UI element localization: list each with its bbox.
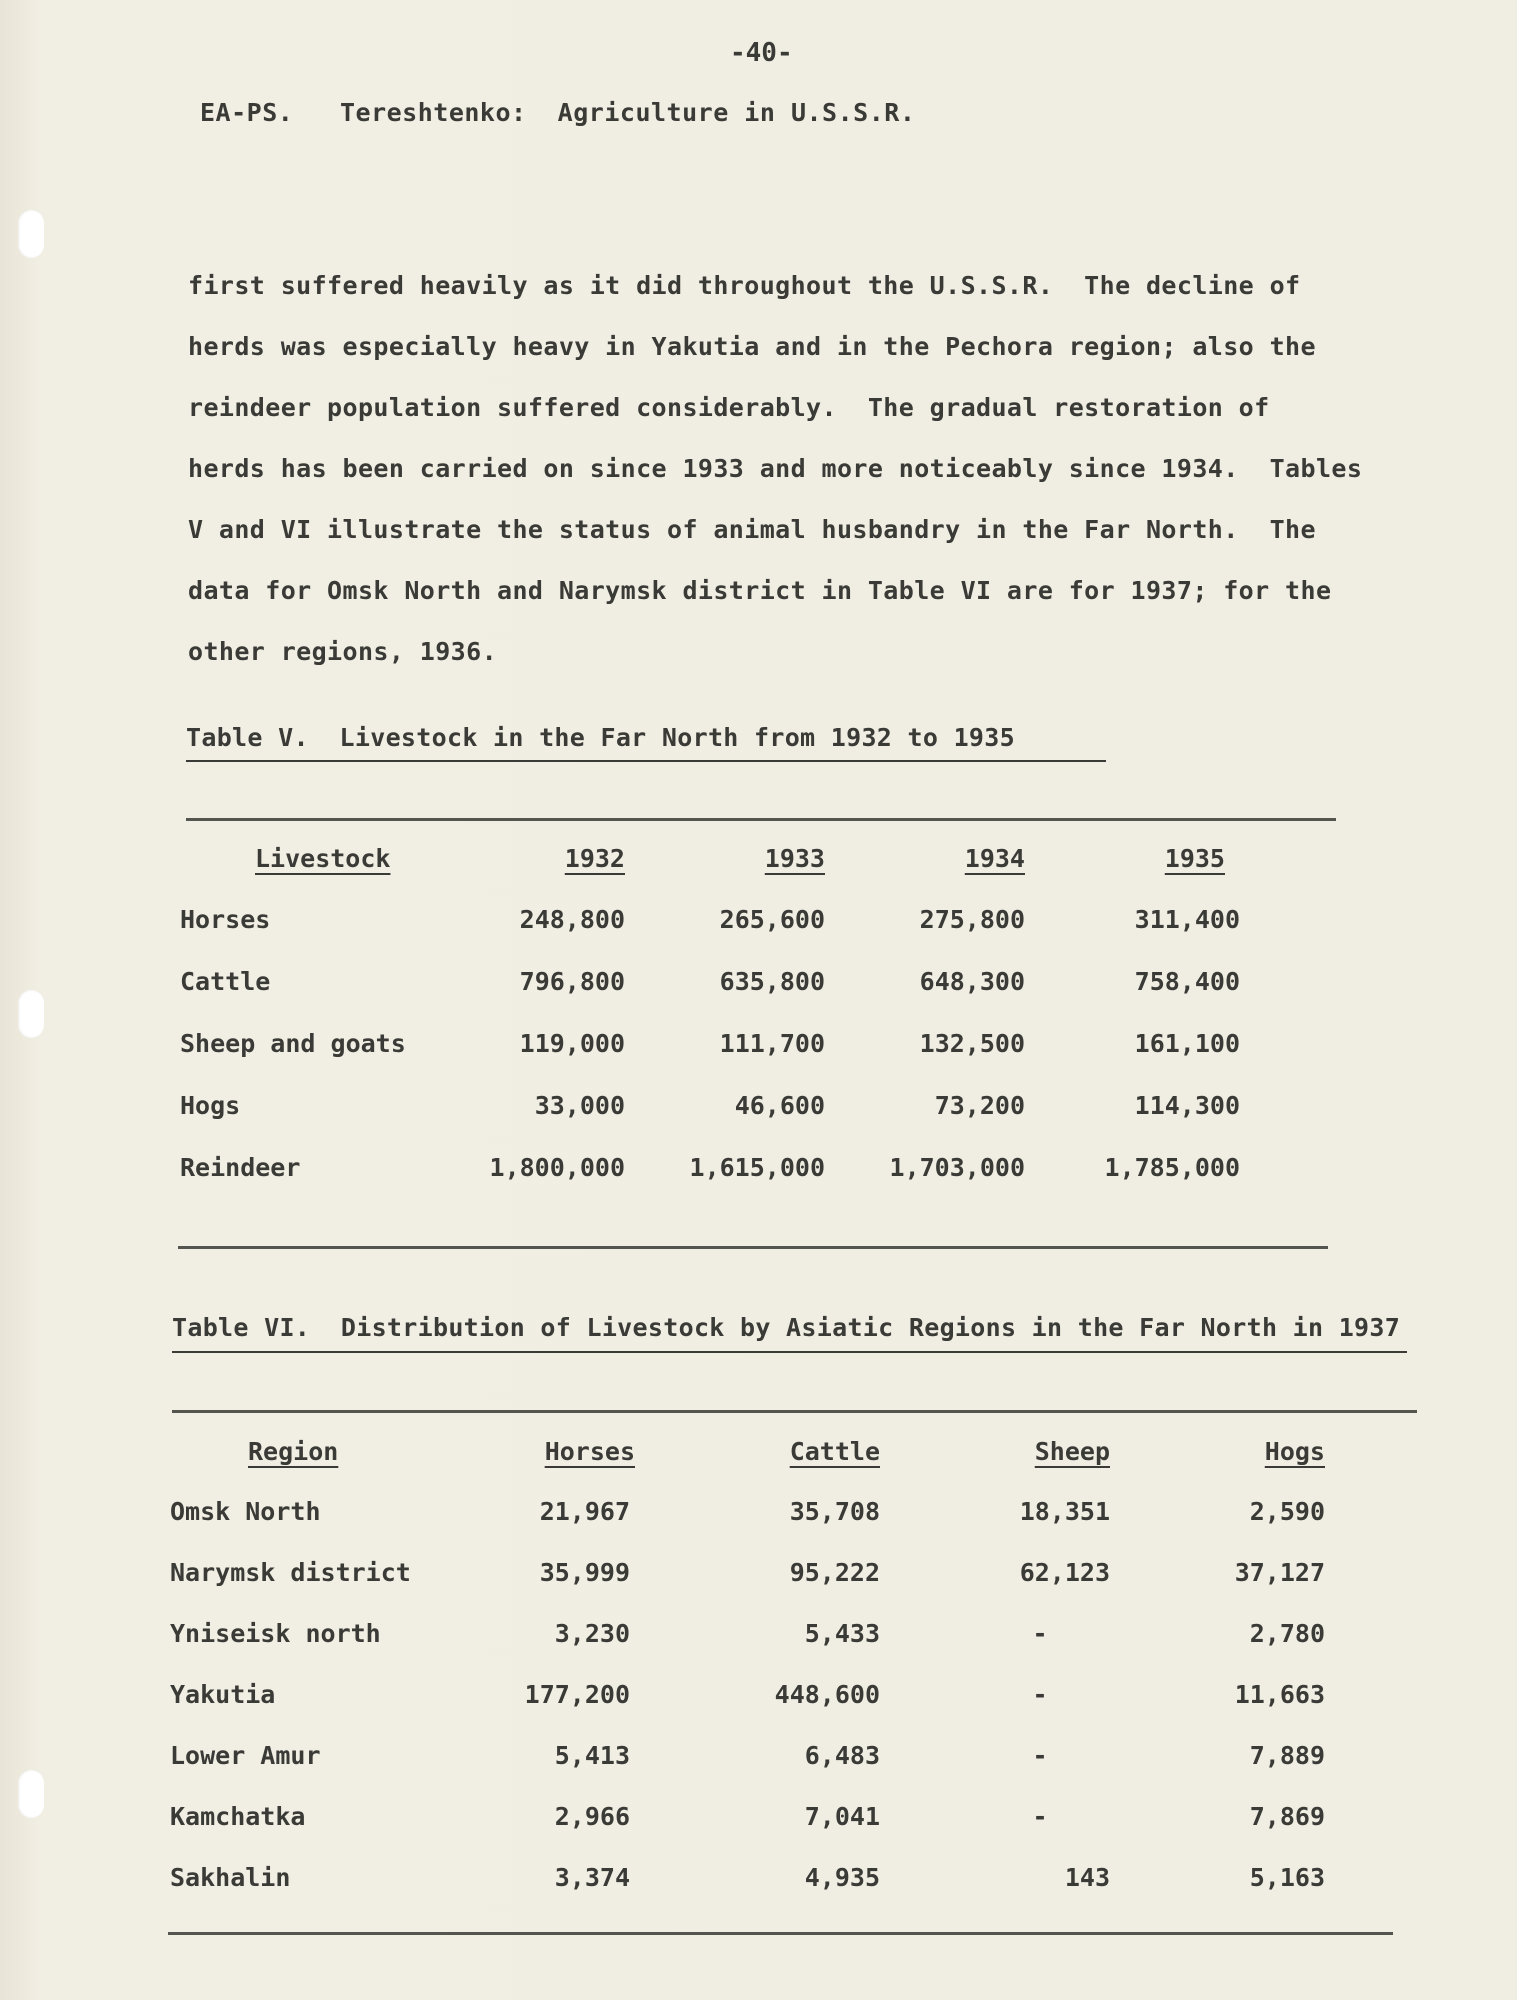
table5-cell: 758,400 [1134,967,1240,996]
body-line: herds was especially heavy in Yakutia and in the Pechora region; also the [188,332,1316,361]
table6-cell: 6,483 [804,1741,880,1770]
punch-hole [18,990,44,1038]
table5-cell: 33,000 [534,1091,625,1120]
body-line: data for Omsk North and Narymsk district in Table VI are for 1937; for the [188,576,1332,605]
table6-cell: 11,663 [1234,1680,1325,1709]
table6-cell: 177,200 [524,1680,630,1709]
table6-cell: 7,041 [804,1802,880,1831]
table6-column-header: Sheep [1034,1437,1110,1466]
table5-row-label: Hogs [180,1091,241,1120]
header-code: EA-PS. [200,98,294,127]
table6-cell: 7,869 [1249,1802,1325,1831]
table6-cell: 21,967 [539,1497,630,1526]
table6-cell: 95,222 [789,1558,880,1587]
table6-row-label: Yakutia [170,1680,276,1709]
table5-cell: 111,700 [719,1029,825,1058]
table5-row-label: Horses [180,905,271,934]
table6-row-label: Yniseisk north [170,1619,381,1648]
table6-cell: - [1032,1619,1048,1648]
table6-cell: 7,889 [1249,1741,1325,1770]
header-title: Tereshtenko: Agriculture in U.S.S.R. [339,98,916,127]
table5-cell: 648,300 [919,967,1025,996]
body-line: other regions, 1936. [188,637,498,666]
page-number: -40- [730,38,793,68]
table5-cell: 46,600 [734,1091,825,1120]
body-line: reindeer population suffered considerably. The gradual restoration of [188,393,1270,422]
table6-caption-underline [172,1351,1407,1353]
table6-column-header: Horses [544,1437,635,1466]
table6-row-label: Lower Amur [170,1741,321,1770]
table5-top-rule [186,818,1336,821]
table6-cell: 35,999 [539,1558,630,1587]
table6-column-header: Region [248,1437,339,1466]
table6-cell: 4,935 [804,1863,880,1892]
body-line: first suffered heavily as it did throughout the U.S.S.R. The decline of [188,271,1301,300]
table5-cell: 635,800 [719,967,825,996]
table5-cell: 73,200 [934,1091,1025,1120]
table6-cell: 2,966 [554,1802,630,1831]
table6-cell: - [1032,1741,1048,1770]
body-paragraph [188,255,1368,682]
table5-cell: 132,500 [919,1029,1025,1058]
table6-cell: 448,600 [774,1680,880,1709]
table5-caption: Table V. Livestock in the Far North from 1932 to 1935 [186,723,1015,752]
table5-column-header: Livestock [255,844,391,873]
body-line: V and VI illustrate the status of animal husbandry in the Far North. The [188,515,1316,544]
table6-cell: 35,708 [789,1497,880,1526]
table6-cell: 5,433 [804,1619,880,1648]
table6-cell: 3,230 [554,1619,630,1648]
table6-cell: - [1032,1802,1048,1831]
table5-row-label: Cattle [180,967,271,996]
table5-cell: 1,703,000 [889,1153,1025,1182]
table6-cell: 2,590 [1249,1497,1325,1526]
table5-cell: 248,800 [519,905,625,934]
table6-row-label: Kamchatka [170,1802,306,1831]
table6-cell: 37,127 [1234,1558,1325,1587]
table6-row-label: Omsk North [170,1497,321,1526]
table5-bottom-rule [178,1246,1328,1249]
table5-cell: 1,615,000 [689,1153,825,1182]
table5-cell: 796,800 [519,967,625,996]
table6-caption: Table VI. Distribution of Livestock by Asiatic Regions in the Far North in 1937 [172,1313,1401,1342]
table5-cell: 275,800 [919,905,1025,934]
table5-row-label: Reindeer [180,1153,301,1182]
table5-column-header: 1934 [964,844,1025,873]
table5-column-header: 1932 [564,844,625,873]
table6-cell: 143 [1064,1863,1110,1892]
table6-bottom-rule [168,1932,1393,1935]
table5-cell: 1,800,000 [489,1153,625,1182]
punch-hole [18,210,44,258]
table6-column-header: Hogs [1264,1437,1325,1466]
table5-column-header: 1935 [1164,844,1225,873]
table6-row-label: Sakhalin [170,1863,291,1892]
table5-cell: 311,400 [1134,905,1240,934]
table6-column-header: Cattle [789,1437,880,1466]
table6-cell: 5,163 [1249,1863,1325,1892]
table6-cell: 2,780 [1249,1619,1325,1648]
table5-row-label: Sheep and goats [180,1029,406,1058]
table5-cell: 161,100 [1134,1029,1240,1058]
table6-cell: 3,374 [554,1863,630,1892]
running-header [200,98,915,127]
table6-row-label: Narymsk district [170,1558,411,1587]
table6-cell: 62,123 [1019,1558,1110,1587]
table6-cell: - [1032,1680,1048,1709]
table5-cell: 1,785,000 [1104,1153,1240,1182]
table6-cell: 18,351 [1019,1497,1110,1526]
table5-column-header: 1933 [764,844,825,873]
table5-cell: 119,000 [519,1029,625,1058]
table5-caption-underline [186,760,1106,762]
table6-top-rule [172,1410,1417,1413]
punch-hole [18,1770,44,1818]
table6-cell: 5,413 [554,1741,630,1770]
body-line: herds has been carried on since 1933 and more noticeably since 1934. Tables [188,454,1363,483]
table5-cell: 265,600 [719,905,825,934]
table5-cell: 114,300 [1134,1091,1240,1120]
